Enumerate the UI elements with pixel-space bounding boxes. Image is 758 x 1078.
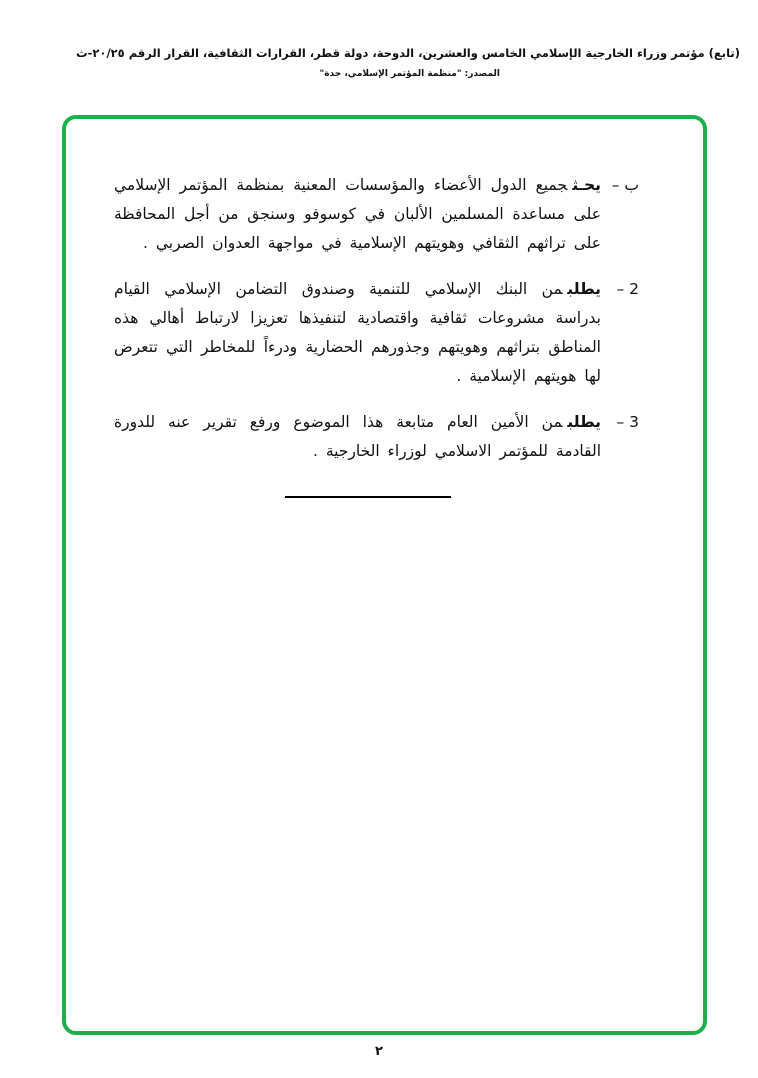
green-border-frame: [62, 115, 707, 1035]
item-body-text: من البنك الإسلامي للتنمية وصندوق التضامن الإسلامي القيام بدراسة مشروعات ثقافية واقتصادية لتنفيذها تعزيزا لارتباط أهالي هذه المناطق بتراثهم وهويتهم وجذورهم الحضارية ودرءاً للمخاطر التي تتعرض لها هويتهم الإسلامية .: [114, 280, 601, 385]
item-text: [114, 408, 601, 466]
item-lead-word: يطلب: [567, 280, 601, 298]
header-title: (تابع) مؤتمر وزراء الخارجية الإسلامي الخامس والعشرين، الدوحة، دولة قطر، القرارات الثقافية، القرار الرقم ٢٠/٢٥-ث: [76, 46, 740, 60]
document-header: [0, 46, 740, 79]
header-source: المصدر: "منظمة المؤتمر الإسلامي، جدة": [319, 69, 500, 79]
resolution-item: [114, 171, 639, 258]
page-number: ٢: [375, 1044, 383, 1059]
item-body-text: جميع الدول الأعضاء والمؤسسات المعنية بمنظمة المؤتمر الإسلامي على مساعدة المسلمين الألبان في كوسوفو وسنجق من أجل المحافظة على تراثهم الثقافي وهويتهم الإسلامية في مواجهة العدوان الصربي .: [114, 176, 601, 252]
item-marker: 3 –: [616, 413, 639, 431]
item-text: [114, 171, 601, 258]
resolution-item: [114, 275, 639, 391]
item-text: [114, 275, 601, 391]
item-body-text: من الأمين العام متابعة هذا الموضوع ورفع تقرير عنه للدورة القادمة للمؤتمر الاسلامي لوزراء الخارجية .: [114, 413, 601, 460]
item-marker: ب –: [611, 176, 639, 194]
item-lead-word: يحـث: [572, 176, 601, 194]
item-lead-word: يطلب: [567, 413, 601, 431]
resolution-body: [66, 119, 703, 483]
resolution-item: [114, 408, 639, 466]
item-marker: 2 –: [616, 280, 639, 298]
signature-line: [285, 496, 451, 498]
